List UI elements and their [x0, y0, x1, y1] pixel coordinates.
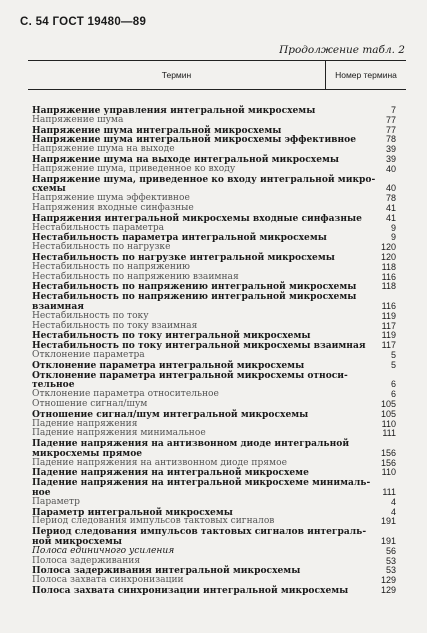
- term-text: Полоса захвата синхронизации интегральной микросхемы: [32, 585, 349, 597]
- term-text: Нестабильность по току интегральной микросхемы: [32, 330, 311, 342]
- table-row: [28, 488, 406, 498]
- term-text: Параметр: [32, 496, 80, 507]
- column-header-number: Номер термина: [325, 61, 406, 89]
- term-text: Напряжение шума эффективное: [32, 193, 190, 204]
- term-number: 129: [380, 575, 396, 586]
- term-text: Напряжение шума интегральной микросхемы: [32, 124, 282, 136]
- term-number: 40: [385, 163, 396, 174]
- term-number: [356, 371, 406, 381]
- term-text: Нестабильность по напряжению взаимная: [32, 271, 239, 282]
- term-number: 77: [385, 124, 396, 135]
- term-text: микросхемы прямое: [32, 447, 143, 459]
- term-text: Нестабильность по току: [32, 310, 149, 321]
- term-text: взаимная: [32, 300, 84, 312]
- term-text: ной микросхемы: [32, 536, 123, 548]
- term-number: 6: [390, 389, 396, 400]
- term-number: 129: [380, 585, 396, 596]
- term-text: Нестабильность по току взаимная: [32, 320, 198, 331]
- term-number: 191: [380, 536, 396, 547]
- term-number: 156: [380, 447, 396, 458]
- term-text: ное: [32, 487, 51, 499]
- term-number: 105: [380, 408, 396, 419]
- term-number: 117: [381, 320, 396, 331]
- term-number: 39: [385, 144, 396, 155]
- term-number: 110: [381, 467, 396, 478]
- term-number: 156: [380, 457, 396, 468]
- term-text: Напряжение шума на выходе интегральной микросхемы: [32, 153, 339, 165]
- column-header-term: Термин: [161, 70, 192, 80]
- term-text: Напряжения входные синфазные: [32, 202, 194, 213]
- term-text: Нестабильность по нагрузке: [32, 242, 171, 253]
- term-number: 118: [381, 261, 396, 272]
- term-number: 4: [390, 506, 396, 517]
- term-text: Нестабильность по напряжению интегральной микросхемы: [32, 291, 357, 303]
- table-header: [28, 60, 406, 90]
- terms-table: [28, 60, 406, 596]
- table-body: [28, 90, 406, 596]
- term-number: 9: [390, 232, 396, 243]
- term-text: Полоса захвата синхронизации: [32, 575, 184, 586]
- term-number: 110: [381, 418, 396, 429]
- term-text: Отклонение параметра интегральной микросхемы относи-: [32, 369, 348, 381]
- term-number: 9: [390, 222, 396, 233]
- term-text: Напряжение шума интегральной микросхемы эффективное: [32, 134, 357, 146]
- table-row: [28, 175, 406, 185]
- table-row: [28, 292, 406, 302]
- term-number: 119: [381, 310, 396, 321]
- term-text: Напряжение управления интегральной микросхемы: [32, 105, 316, 116]
- term-number: 120: [380, 251, 396, 262]
- term-text: Отклонение параметра интегральной микросхемы: [32, 359, 305, 371]
- term-number: 5: [390, 349, 396, 360]
- term-number: 5: [390, 359, 396, 370]
- term-number: 53: [385, 565, 396, 576]
- term-number: 41: [385, 202, 396, 213]
- term-number: 111: [382, 428, 396, 439]
- term-number: 120: [380, 242, 396, 253]
- term-text: Нестабильность по напряжению интегральной микросхемы: [32, 281, 357, 293]
- term-text: Отклонение параметра: [32, 349, 145, 360]
- term-text: Напряжение шума на выходе: [32, 144, 175, 155]
- term-text: Падение напряжения на интегральной микросхеме: [32, 467, 309, 479]
- term-number: 117: [381, 340, 396, 351]
- table-row: [28, 478, 406, 488]
- table-row: [28, 371, 406, 381]
- term-text: Отношение сигнал/шум интегральной микросхемы: [32, 408, 309, 420]
- term-number: 105: [380, 398, 396, 409]
- term-text: Период следования импульсов тактовых сигналов интеграль-: [32, 526, 367, 538]
- term-text: Отношение сигнал/шум: [32, 398, 148, 409]
- term-text: схемы: [32, 183, 66, 195]
- term-number: 6: [390, 379, 396, 390]
- term-text: Полоса задерживания интегральной микросхемы: [32, 565, 301, 577]
- term-text: Нестабильность параметра: [32, 222, 165, 233]
- term-number: 78: [385, 134, 396, 145]
- term-text: Падение напряжения: [32, 418, 138, 429]
- term-text: Нестабильность по напряжению: [32, 261, 190, 272]
- term-text: Полоса задерживания: [32, 555, 141, 566]
- term-text: Нестабильность по нагрузке интегральной микросхемы: [32, 251, 335, 263]
- term-text: Нестабильность по току интегральной микросхемы взаимная: [32, 340, 366, 352]
- term-number: 118: [381, 281, 396, 292]
- term-text: Напряжения интегральной микросхемы входные синфазные: [32, 212, 362, 224]
- term-number: 119: [381, 330, 396, 341]
- term-text: Падение напряжения на антизвонном диоде интегральной: [32, 438, 350, 450]
- term-text: Отклонение параметра относительное: [32, 389, 219, 400]
- term-text: Период следования импульсов тактовых сигналов: [32, 516, 275, 527]
- page-header: С. 54 ГОСТ 19480—89: [20, 16, 147, 28]
- term-text: тельное: [32, 379, 75, 391]
- term-number: 7: [390, 105, 396, 115]
- term-text: Параметр интегральной микросхемы: [32, 506, 233, 518]
- term-text: Напряжение шума, приведенное ко входу интегральной микро-: [32, 173, 376, 185]
- term-number: 111: [382, 487, 396, 498]
- term-text: Напряжение шума: [32, 114, 124, 125]
- term-number: 78: [385, 193, 396, 204]
- term-number: 56: [385, 545, 396, 556]
- term-number: 116: [381, 271, 396, 282]
- table-continuation-caption: Продолжение табл. 2: [279, 44, 405, 56]
- term-text: Падение напряжения на антизвонном диоде прямое: [32, 457, 287, 468]
- term-text: Напряжение шума, приведенное ко входу: [32, 163, 236, 174]
- term-number: 191: [380, 516, 396, 527]
- term-number: 116: [381, 300, 396, 311]
- term-number: 41: [385, 212, 396, 223]
- term-number: 77: [385, 114, 396, 125]
- term-number: 53: [385, 555, 396, 566]
- term-number: 4: [390, 496, 396, 507]
- term-text: Нестабильность параметра интегральной микросхемы: [32, 232, 327, 244]
- term-text: Падение напряжения на интегральной микросхеме минималь-: [32, 477, 371, 489]
- term-number: 39: [385, 153, 396, 164]
- term-number: 40: [385, 183, 396, 194]
- term-text: Полоса единичного усиления: [32, 545, 175, 556]
- table-row: [28, 586, 406, 596]
- term-text: Падение напряжения минимальное: [32, 428, 206, 439]
